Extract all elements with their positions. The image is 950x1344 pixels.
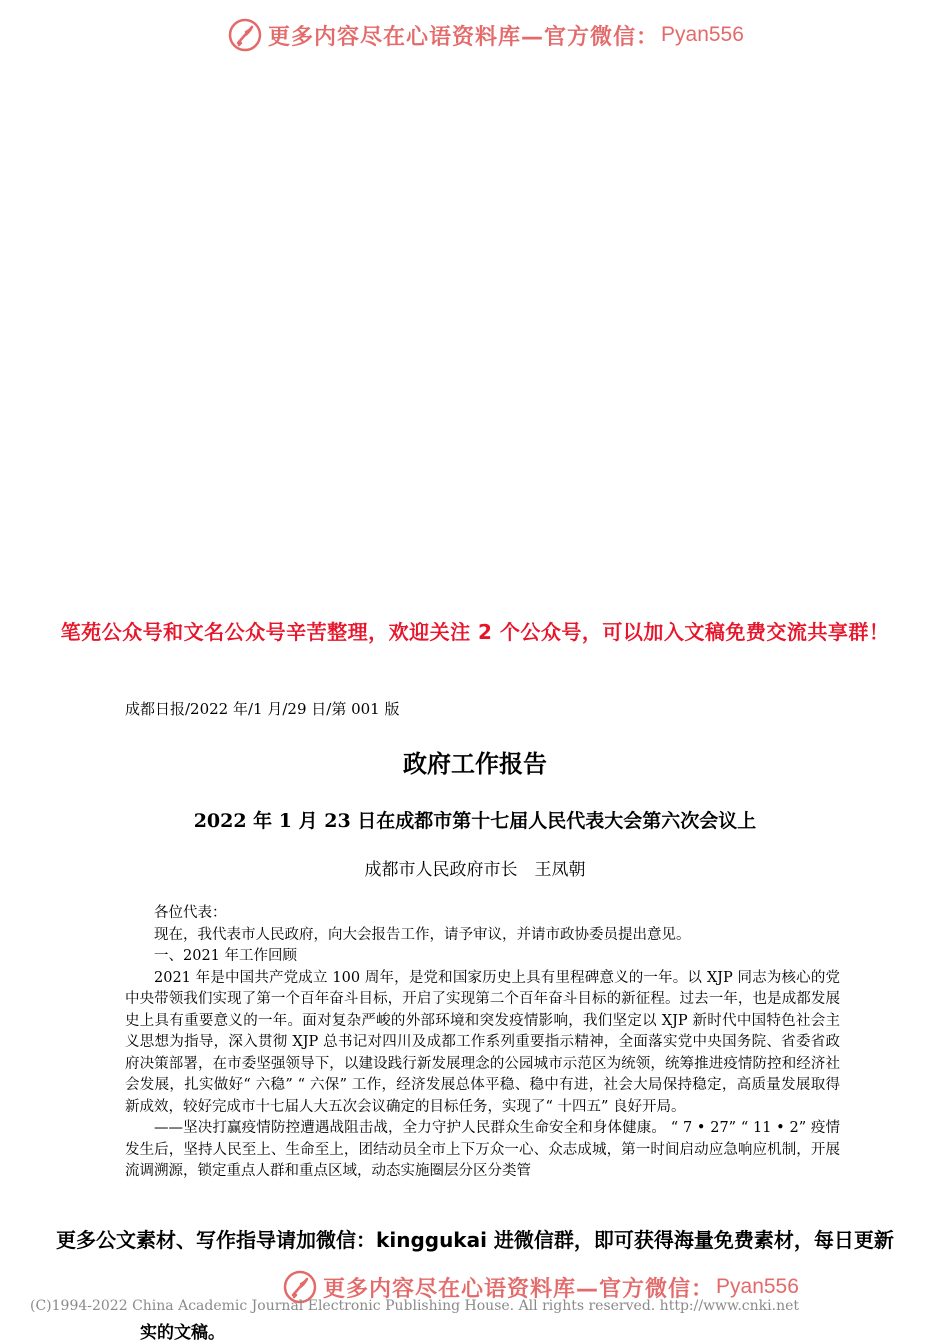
section-heading: 一、2021 年工作回顾 xyxy=(154,948,298,964)
paragraph: 现在，我代表市人民政府，向大会报告工作，请予审议，并请市政协委员提出意见。 xyxy=(154,926,691,943)
paragraph-salutation: 各位代表： xyxy=(154,905,227,921)
promo-banner: 更多公文素材、写作指导请加微信：kinggukai 进微信群，即可获得海量免费素材，每日更新 xyxy=(0,1225,950,1255)
article-author: 成都市人民政府市长 王凤朝 xyxy=(364,860,586,880)
watermark-text: 更多内容尽在心语资料库—官方微信： xyxy=(268,24,660,50)
paragraph: 2021 年是中国共产党成立 100 周年，是党和国家历史上具有里程碑意义的一年。以 XJP 同志为核心的党中央带领我们实现了第一个百年奋斗目标，开启了实现第二个百年奋斗目标的新征程。过去一年，也是成都发展史上具有重要意义的一年。面对复杂严峻的外部环境和突发疫情影响，我们坚定以 XJP 新时代中国特色社会主义思想为指导，深入贯彻 XJP 总书记对四川及成都工作系列重要指示精神，全面落实党中央国务院、省委省政府决策部署，在市委坚强领导下，以建设践行新发展理念的公园城市示范区为统领，统筹推进疫情防控和经济社会发展，扎实做好“ 六稳” “ 六保” 工作，经济发展总体平稳、稳中有进，社会大局保持稳定，高质量发展取得新成效，较好完成市十七届人大五次会议确定的目标任务，实现了“ 十四五” 良好开局。 xyxy=(125,969,840,1115)
article-title: 政府工作报告 xyxy=(403,750,547,778)
paragraph: ——坚决打赢疫情防控遭遇战阻击战，全力守护人民群众生命安全和身体健康。 “ 7 • 27” “ 11 • 2” 疫情发生后，坚持人民至上、生命至上，团结动员全市上下万众一心、众志成城，第一时间启动应急响应机制，开展流调溯源，锁定重点人群和重点区域，动态实施圈层分区分类管 xyxy=(125,1120,840,1179)
watermark-id: Pyan556 xyxy=(716,1275,799,1298)
article-subtitle: 2022 年 1 月 23 日在成都市第十七届人民代表大会第六次会议上 xyxy=(193,810,757,832)
red-notice: 笔苑公众号和文名公众号辛苦整理，欢迎关注 2 个公众号，可以加入文稿免费交流共享群！ xyxy=(60,620,890,644)
copyright-line: (C)1994-2022 China Academic Journal Electronic Publishing House. All rights reserved. http://www.cnki.net xyxy=(30,1298,800,1314)
cutoff-text: 实的文稿。 xyxy=(140,1323,225,1343)
article-body xyxy=(125,903,840,1183)
article-source: 成都日报/2022 年/1 月/29 日/第 001 版 xyxy=(125,700,400,718)
watermark-text: 更多内容尽在心语资料库—官方微信： xyxy=(323,1276,715,1302)
quill-seal-icon xyxy=(228,18,262,52)
watermark-id: Pyan556 xyxy=(661,23,744,46)
watermark-banner-top xyxy=(228,18,744,52)
